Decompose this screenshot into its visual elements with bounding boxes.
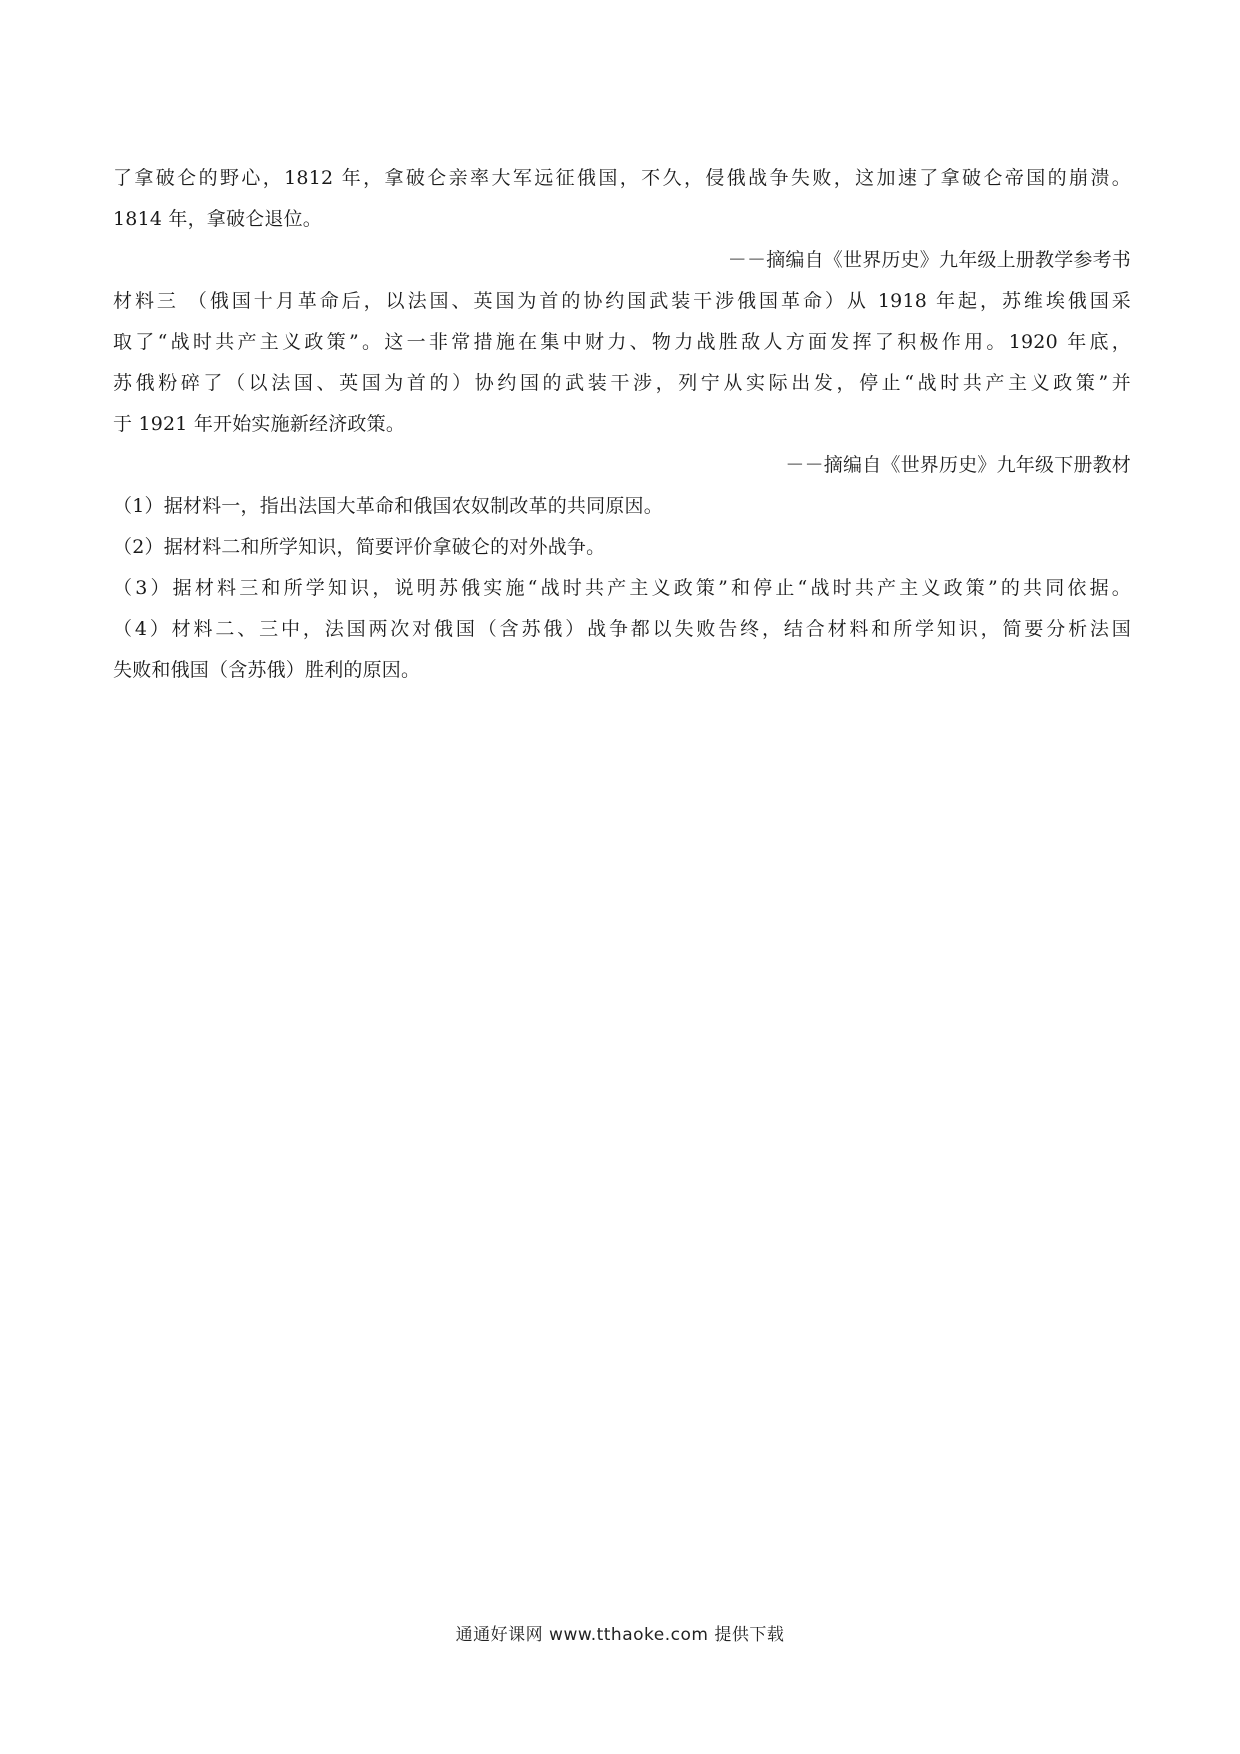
text-line: 1814 年，拿破仑退位。 (113, 208, 322, 230)
page-footer: 通通好课网 www.tthaoke.com 提供下载 (455, 1625, 785, 1645)
question-2: （2）据材料二和所学知识，简要评价拿破仑的对外战争。 (113, 536, 606, 558)
text-line: 材料三 （俄国十月革命后，以法国、英国为首的协约国武装干涉俄国革命）从 1918 年起，苏维埃俄国采 (113, 290, 1131, 312)
text-line: 于 1921 年开始实施新经济政策。 (113, 413, 406, 435)
text-line: 了拿破仑的野心，1812 年，拿破仑亲率大军远征俄国，不久，侵俄战争失败，这加速了拿破仑帝国的崩溃。 (113, 167, 1131, 189)
question-3: （3）据材料三和所学知识，说明苏俄实施“战时共产主义政策”和停止“战时共产主义政策”的共同依据。 (113, 577, 1131, 599)
document-body (113, 158, 1131, 691)
question-4: （4）材料二、三中，法国两次对俄国（含苏俄）战争都以失败告终，结合材料和所学知识，简要分析法国 (113, 618, 1131, 640)
source-citation: －－摘编自《世界历史》九年级下册教材 (785, 454, 1131, 476)
source-citation: －－摘编自《世界历史》九年级上册教学参考书 (727, 249, 1131, 271)
text-line: 苏俄粉碎了（以法国、英国为首的）协约国的武装干涉，列宁从实际出发，停止“战时共产主义政策”并 (113, 372, 1131, 394)
question-4-continued: 失败和俄国（含苏俄）胜利的原因。 (113, 659, 421, 681)
question-1: （1）据材料一，指出法国大革命和俄国农奴制改革的共同原因。 (113, 495, 663, 517)
text-line: 取了“战时共产主义政策”。这一非常措施在集中财力、物力战胜敌人方面发挥了积极作用。1920 年底， (113, 331, 1131, 353)
